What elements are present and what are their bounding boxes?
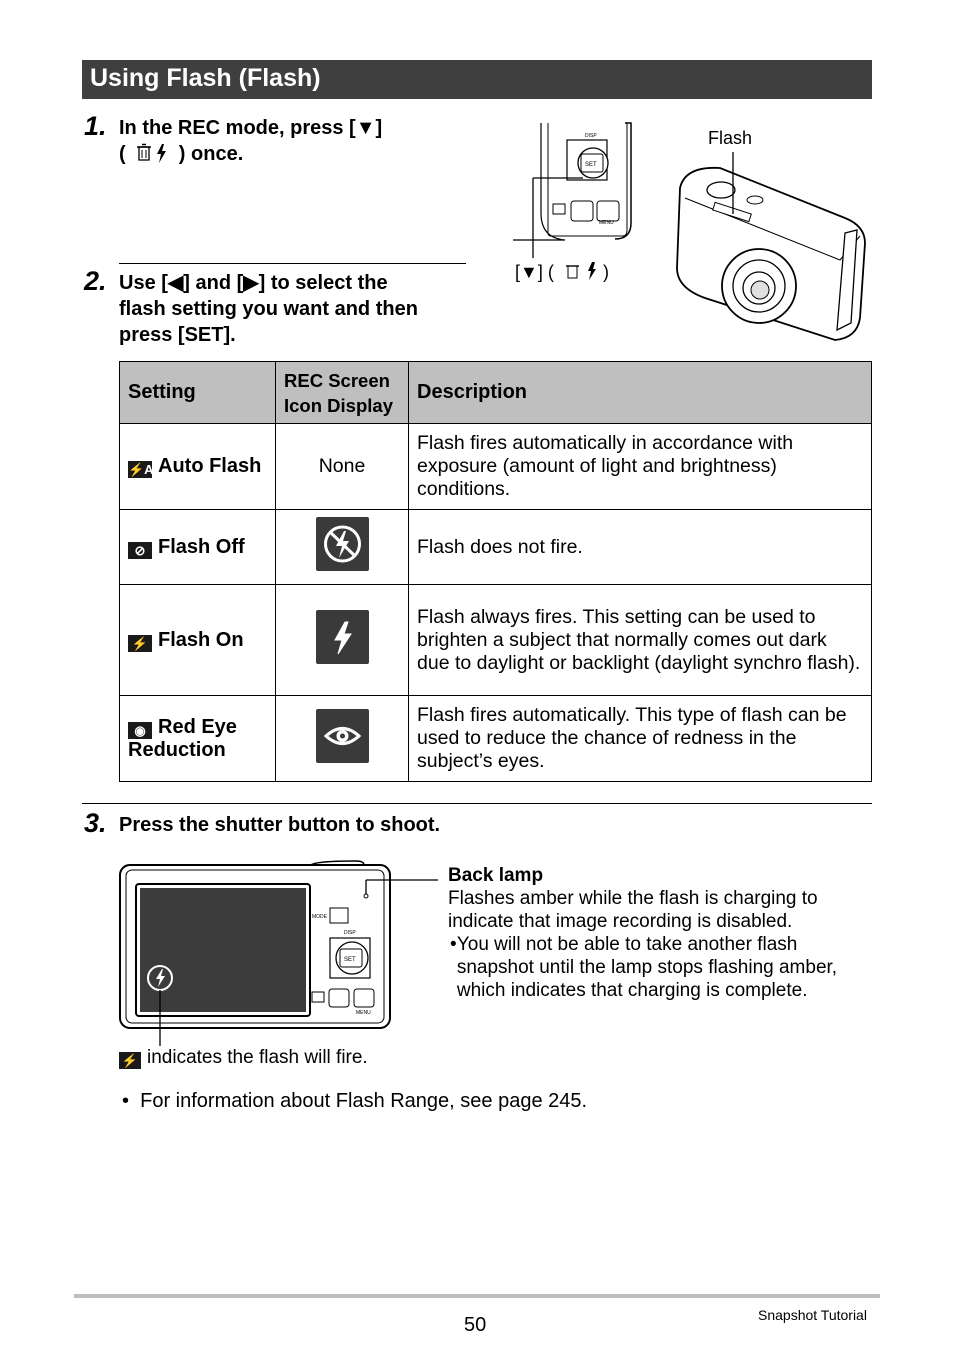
- section-title: Using Flash (Flash): [90, 64, 321, 92]
- svg-text:MENU: MENU: [356, 1010, 371, 1016]
- trash-flash-icon: [566, 262, 596, 280]
- display-none: None: [276, 424, 409, 510]
- step-2-number: 2.: [84, 266, 107, 296]
- header-description: Description: [409, 362, 872, 424]
- table-header-row: [120, 362, 872, 424]
- step-3-text: Press the shutter button to shoot.: [119, 814, 441, 836]
- back-lamp-title: Back lamp: [448, 865, 544, 886]
- description: Flash always fires. This setting can be used to brighten a subject that normally comes out dark due to daylight or backlight (daylight synchro flash).: [409, 585, 872, 696]
- flash-off-icon: [316, 517, 369, 571]
- svg-text:MODE: MODE: [312, 914, 327, 920]
- list-item: • You will not be able to take another flash snapshot until the lamp stops flashing amber, which indicates that charging is complete.: [450, 934, 838, 1001]
- table-row: ⚡A Auto Flash None Flash fires automatically in accordance with exposure (amount of light and brightness) conditions.: [120, 424, 872, 510]
- table-row: ◉ Red Eye Reduction Flash fires automatically. This type of flash can be used to reduce the chance of redness in the subject’s eyes.: [120, 696, 872, 782]
- table-row: ⚡ Flash On Flash always fires. This setting can be used to brighten a subject that normally comes out dark due to daylight or backlight (daylight synchro flash).: [120, 585, 872, 696]
- header-rec-screen: REC Screen Icon Display: [276, 362, 409, 424]
- footer-section: Snapshot Tutorial: [758, 1307, 867, 1323]
- description: Flash fires automatically. This type of flash can be used to reduce the chance of redness in the subject’s eyes.: [409, 696, 872, 782]
- description: Flash does not fire.: [409, 510, 872, 585]
- step-1-line: In the REC mode, press [▼]: [119, 117, 383, 139]
- step-1-number: 1.: [84, 111, 107, 141]
- step-3-number: 3.: [84, 808, 107, 838]
- step-2-text: Use [◀] and [▶] to select the flash setting you want and then press [SET].: [119, 272, 418, 346]
- back-lamp-desc: Flashes amber while the flash is charging to indicate that image recording is disabled.: [448, 888, 818, 932]
- red-eye-mini-icon: ◉: [128, 722, 152, 739]
- eye-icon: [316, 709, 369, 763]
- page-number: 50: [464, 1314, 487, 1336]
- svg-text:): ): [603, 262, 609, 282]
- bullet-icon: •: [450, 934, 457, 955]
- flash-settings-table: [119, 361, 872, 782]
- flash-off-mini-icon: ⊘: [128, 542, 152, 559]
- flash-on-icon: [316, 610, 369, 664]
- footer-rule: [74, 1294, 880, 1298]
- auto-flash-icon: ⚡A: [128, 462, 154, 477]
- svg-text:DISP: DISP: [585, 133, 597, 139]
- camera-figure: [505, 118, 875, 350]
- footnote: • For information about Flash Range, see page 245.: [122, 1090, 588, 1112]
- header-setting: Setting: [120, 362, 276, 424]
- svg-text:SET: SET: [585, 162, 597, 168]
- divider: [82, 803, 872, 804]
- trash-flash-icon: [131, 142, 173, 164]
- bullet-icon: •: [122, 1090, 141, 1112]
- svg-text:MENU: MENU: [599, 220, 614, 226]
- divider: [119, 263, 466, 264]
- camera-back-figure: [116, 858, 446, 1048]
- table-row: ⊘ Flash Off Flash does not fire.: [120, 510, 872, 585]
- flash-on-mini-icon: ⚡: [119, 1052, 141, 1069]
- description: Flash fires automatically in accordance with exposure (amount of light and brightness) conditions.: [409, 424, 872, 510]
- back-lamp-callout: [448, 864, 868, 1002]
- svg-text:SET: SET: [344, 957, 356, 963]
- flash-caption: ⚡ indicates the flash will fire.: [119, 1046, 368, 1069]
- flash-on-mini-icon: ⚡: [128, 635, 152, 652]
- svg-text:DISP: DISP: [344, 930, 356, 936]
- button-label: [▼] (: [515, 262, 554, 282]
- step-1-text: In the REC mode, press [▼] ( ) once.: [119, 117, 383, 165]
- flash-label: Flash: [708, 128, 753, 148]
- section-header: [82, 60, 872, 99]
